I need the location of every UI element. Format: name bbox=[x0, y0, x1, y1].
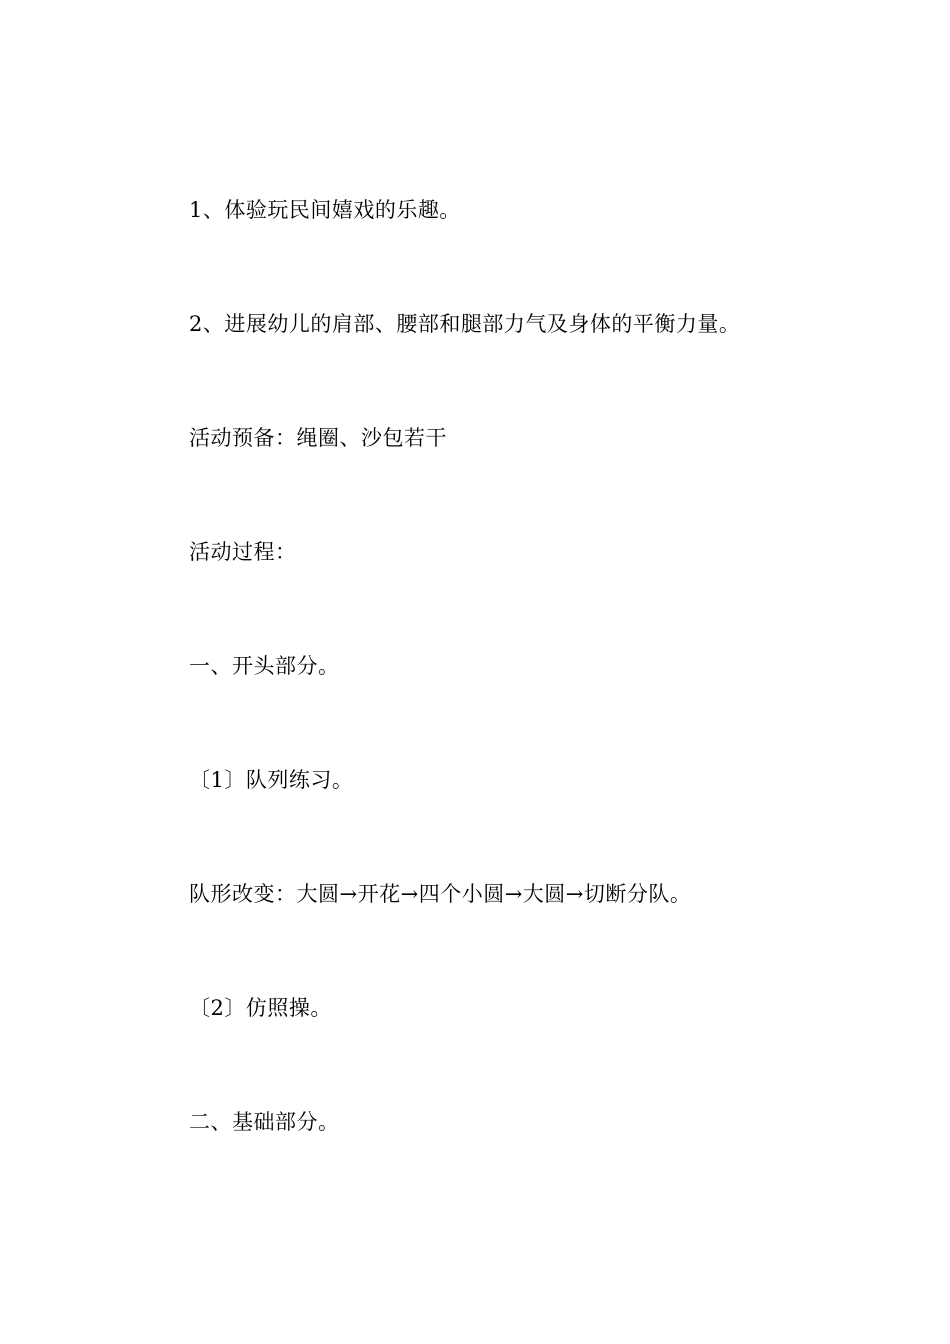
activity-process-heading: 活动过程： bbox=[189, 540, 297, 564]
subsection-imitation-exercise: 〔2〕仿照操。 bbox=[189, 996, 332, 1020]
section-basic-heading: 二、基础部分。 bbox=[189, 1110, 340, 1134]
goal-item-2: 2、进展幼儿的肩部、腰部和腿部力气及身体的平衡力量。 bbox=[189, 312, 741, 336]
subsection-queue-practice: 〔1〕队列练习。 bbox=[189, 768, 354, 792]
goal-item-1: 1、体验玩民间嬉戏的乐趣。 bbox=[189, 198, 461, 222]
formation-change-text: 队形改变：大圆→开花→四个小圆→大圆→切断分队。 bbox=[189, 882, 692, 906]
section-opening-heading: 一、开头部分。 bbox=[189, 654, 340, 678]
activity-preparation: 活动预备：绳圈、沙包若干 bbox=[189, 426, 447, 450]
